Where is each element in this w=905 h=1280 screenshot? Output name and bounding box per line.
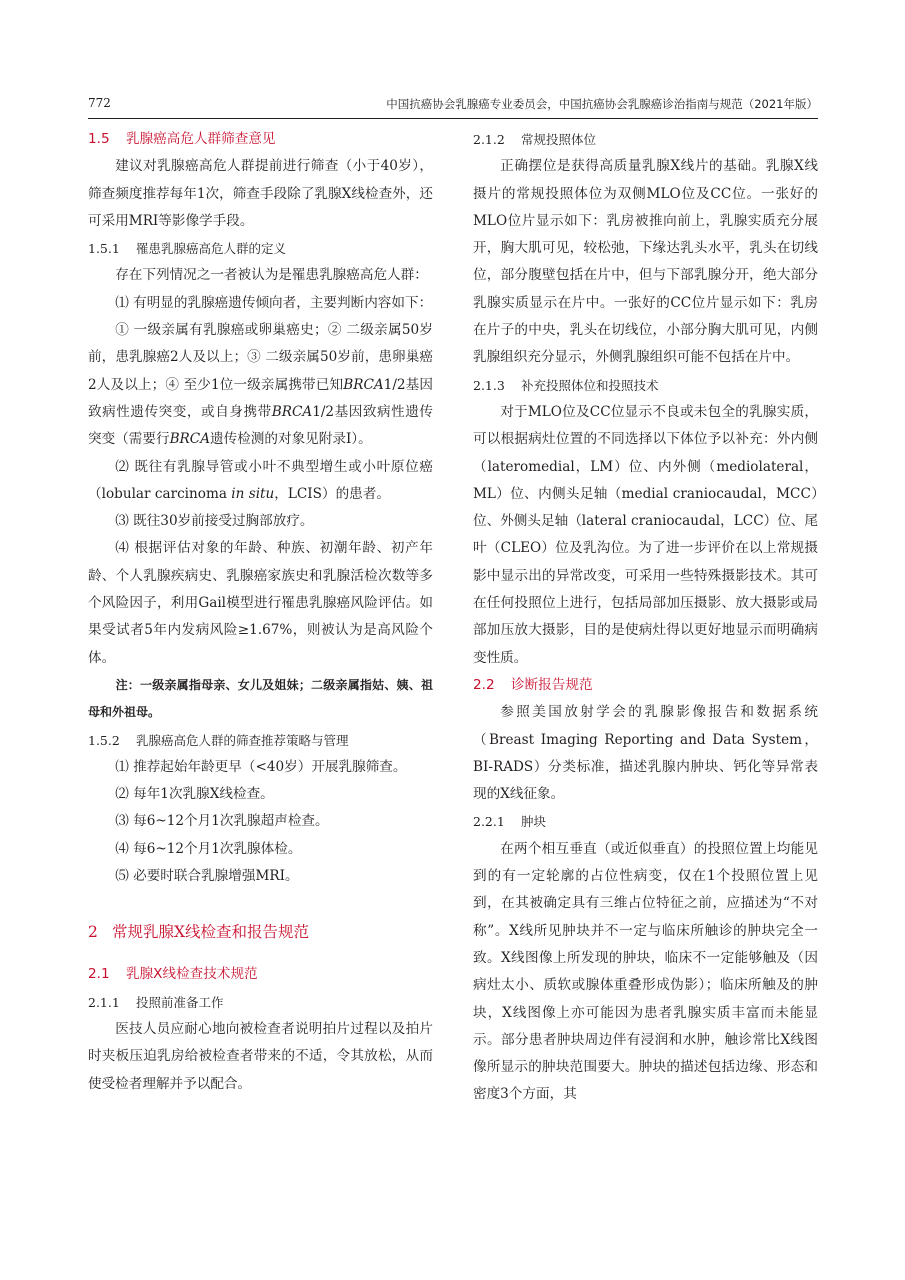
subsection-number: 2.1.3 [473, 377, 505, 393]
subsection-heading [88, 727, 433, 754]
section-title: 乳腺X线检查技术规范 [126, 966, 258, 983]
subsection-title: 乳腺癌高危人群的筛查推荐策略与管理 [136, 732, 349, 748]
gene-name: BRCA [343, 376, 384, 393]
left-column [88, 126, 433, 1098]
chapter-number: 2 [88, 923, 98, 942]
subsection-heading [473, 808, 818, 835]
right-column [473, 126, 818, 1109]
section-title: 诊断报告规范 [511, 676, 593, 693]
paragraph [88, 454, 433, 509]
running-title: 中国抗癌协会乳腺癌专业委员会，中国抗癌协会乳腺癌诊治指南与规范（2021年版） [386, 97, 818, 111]
subsection-heading [88, 235, 433, 262]
subsection-number: 1.5.1 [88, 241, 120, 257]
list-item: ⑵ 每年1次乳腺X线检查。 [115, 786, 274, 803]
subsection-heading [473, 372, 818, 399]
paragraph [88, 317, 433, 453]
section-heading [473, 672, 818, 699]
list-item: ⑷ 每6~12个月1次乳腺体检。 [115, 840, 302, 857]
paragraph: 参照美国放射学会的乳腺影像报告和数据系统（Breast Imaging Reporting and Data System，BI-RADS）分类标准，描述乳腺内肿块、钙化等异常表现的X线征象。 [473, 704, 818, 803]
running-header [88, 96, 818, 116]
subsection-heading [88, 989, 433, 1016]
subsection-number: 2.1.2 [473, 132, 505, 147]
subsection-title: 投照前准备工作 [136, 994, 224, 1010]
section-heading [88, 126, 433, 153]
text-run: 1/2基因致病性遗传突变（需要行 [88, 403, 433, 448]
subsection-number: 2.2.1 [473, 814, 505, 830]
paragraph: ⑶ 既往30岁前接受过胸部放疗。 [115, 513, 314, 530]
paragraph: 医技人员应耐心地向被检查者说明拍片过程以及拍片时夹板压迫乳房给被检查者带来的不适，令其放松，从而使受检者理解并予以配合。 [88, 1020, 433, 1092]
chapter-heading [88, 919, 433, 946]
paragraph: 在两个相互垂直（或近似垂直）的投照位置上均能见到的有一定轮廓的占位性病变，仅在1个投照位置上见到，在其被确定具有三维占位特征之前，应描述为“不对称”。X线所见肿块并不一定与临床所触诊的肿块完全一致。X线图像上所发现的肿块，临床不一定能够触及（因病灶太小、质软或腺体重叠形成伪影）；临床所触及的肿块，X线图像上亦可能因为患者乳腺实质丰富而未能显示。部分患者肿块周边伴有浸润和水肿，触诊常比X线图像所显示的肿块范围要大。肿块的描述包括边缘、形态和密度3个方面，其 [473, 840, 818, 1103]
paragraph: 存在下列情况之一者被认为是罹患乳腺癌高危人群： [115, 267, 428, 284]
paragraph: ⑷ 根据评估对象的年龄、种族、初潮年龄、初产年龄、个人乳腺疾病史、乳腺癌家族史和乳腺活检次数等多个风险因子，利用Gail模型进行罹患乳腺癌风险评估。如果受试者5年内发病风险≥1.67%，则被认为是高风险个体。 [88, 540, 433, 666]
paragraph: 对于MLO位及CC位显示不良或未包全的乳腺实质，可以根据病灶位置的不同选择以下体位予以补充：外内侧（lateromedial，LM）位、内外侧（mediolateral，ML）位、内侧头足轴（medial craniocaudal，MCC）位、外侧头足轴（lateral craniocaudal，LCC）位、尾叶（CLEO）位及乳沟位。为了进一步评价在以上常规摄影中显示出的异常改变，可采用一些特殊摄影技术。其可在任何投照位上进行，包括局部加压摄影、放大摄影或局部加压放大摄影，目的是使病灶得以更好地显示而明确病变性质。 [473, 403, 818, 666]
chapter-title: 常规乳腺X线检查和报告规范 [112, 923, 310, 942]
text-run: ① 一级亲属有乳腺癌或卵巢癌史；② 二级亲属50岁前，患乳腺癌2人及以上；③ 二级亲属50岁前，患卵巢癌2人及以上；④ 至少1位一级亲属携带已知 [88, 322, 433, 393]
text-run: 遗传检测的对象见附录Ⅰ）。 [210, 431, 372, 448]
paragraph: 建议对乳腺癌高危人群提前进行筛查（小于40岁），筛查频度推荐每年1次，筛查手段除了乳腺X线检查外，还可采用MRI等影像学手段。 [88, 158, 433, 229]
latin-term: in situ [231, 485, 275, 502]
subsection-number: 2.1.1 [88, 994, 120, 1010]
section-number: 2.1 [88, 966, 110, 983]
footnote: 注：一级亲属指母亲、女儿及姐妹；二级亲属指姑、姨、祖母和外祖母。 [88, 677, 433, 720]
subsection-heading [473, 126, 818, 153]
text-run: ⑵ 既往有乳腺导管或小叶不典型增生或小叶原位癌（lobular carcinoma [88, 458, 433, 502]
subsection-title: 常规投照体位 [521, 132, 597, 147]
list-item: ⑴ 推荐起始年龄更早（<40岁）开展乳腺筛查。 [115, 758, 407, 775]
list-item: ⑸ 必要时联合乳腺增强MRI。 [115, 868, 299, 885]
section-heading [88, 961, 433, 988]
subsection-title: 肿块 [521, 814, 547, 830]
subsection-title: 补充投照体位和投照技术 [521, 377, 659, 393]
paragraph: 正确摆位是获得高质量乳腺X线片的基础。乳腺X线摄片的常规投照体位为双侧MLO位及CC位。一张好的MLO位片显示如下：乳房被推向前上，乳腺实质充分展开，胸大肌可见，较松弛，下缘达乳头水平，乳头在切线位，部分腹壁包括在片中，但与下部乳腺分开，绝大部分乳腺实质显示在片中。一张好的CC位片显示如下：乳房在片子的中央，乳头在切线位，小部分胸大肌可见，内侧乳腺组织充分显示，外侧乳腺组织可能不包括在片中。 [473, 158, 818, 366]
section-title: 乳腺癌高危人群筛查意见 [126, 131, 276, 147]
text-run: 1/2基因致病性遗传突变，或自身携带 [88, 376, 433, 420]
gene-name: BRCA [169, 431, 211, 448]
section-number: 2.2 [473, 676, 495, 693]
text-run: ，LCIS）的患者。 [274, 485, 390, 502]
header-rule [88, 118, 818, 119]
section-number: 1.5 [88, 131, 110, 147]
list-item: ⑶ 每6~12个月1次乳腺超声检查。 [115, 813, 329, 830]
subsection-title: 罹患乳腺癌高危人群的定义 [136, 241, 287, 257]
paragraph: ⑴ 有明显的乳腺癌遗传倾向者，主要判断内容如下： [115, 294, 433, 311]
subsection-number: 1.5.2 [88, 732, 120, 748]
gene-name: BRCA [271, 403, 313, 420]
page-number: 772 [88, 96, 111, 110]
